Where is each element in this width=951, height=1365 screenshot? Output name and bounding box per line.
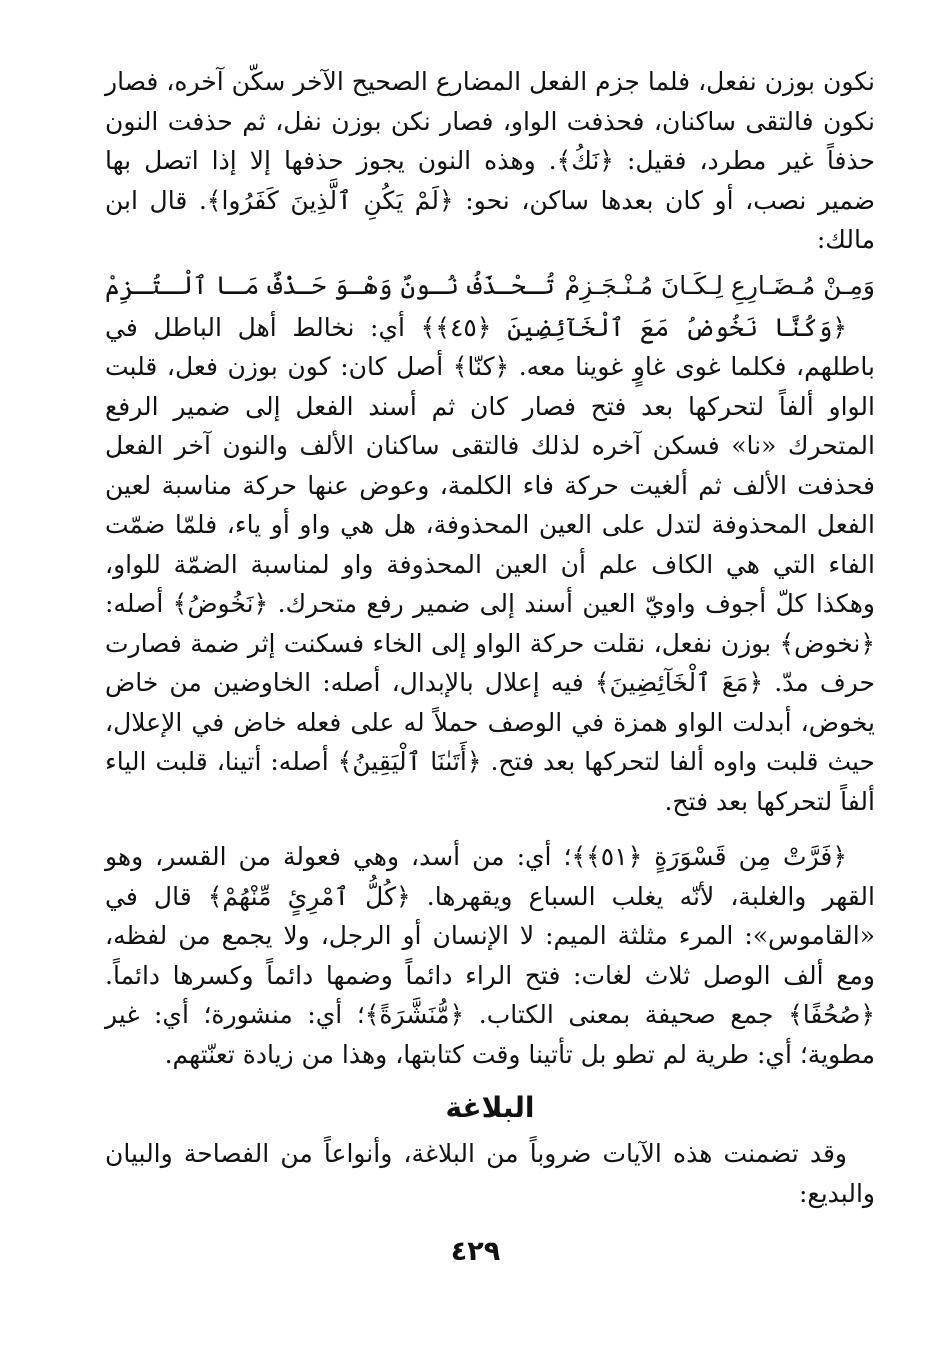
page-body: [105, 62, 875, 1213]
paragraph-nakun-explanation: نكون بوزن نفعل، فلما جزم الفعل المضارع الصحيح الآخر سكّن آخره، فصار نكون فالتقى ساكنان، فحذفت الواو، فصار نكن بوزن نفل، ثم حذفت النون حذفاً غير مطرد، فقيل: ﴿نَكُ﴾. وهذه النون يجوز حذفها إلا إذا اتصل بها ضمير نصب، أو كان بعدها ساكن، نحو: ﴿لَمْ يَكُنِ ٱلَّذِينَ كَفَرُوا﴾. قال ابن مالك:: [105, 67, 875, 254]
verse-first-hemistich: وَمِـنْ مُـضَـارِعِ لِـكَـانَ مُـنْـجَـزِمْ: [564, 270, 875, 300]
poetry-verse: [105, 264, 875, 308]
paragraph-spacer: [105, 821, 875, 837]
paragraph-qaswara: ﴿فَرَّتْ مِن قَسْوَرَةٍ ﴿٥١﴾﴾؛ أي: من أسد، وهي فعولة من القسر، وهو القهر والغلبة، لأنّه يغلب السباع ويقهرها. ﴿كُلُّ ٱمْرِئٍ مِّنْهُمْ﴾ قال في «القاموس»: المرء مثلثة الميم: لا الإنسان أو الرجل، ولا يجمع من لفظه، ومع ألف الوصل ثلاث لغات: فتح الراء دائماً وضمها دائماً وكسرها دائماً. ﴿صُحُفًا﴾ جمع صحيفة بمعنى الكتاب. ﴿مُّنَشَّرَةً﴾؛ أي: منشورة؛ أي: غير مطوية؛ أي: طرية لم تطو بل تأتينا وقت كتابتها، وهذا من زيادة تعنّتهم.: [105, 842, 875, 1069]
section-heading: البلاغة: [445, 1091, 535, 1124]
page-number: ٤٢٩: [450, 1236, 501, 1267]
paragraph-balagha-intro: وقد تضمنت هذه الآيات ضروباً من البلاغة، وأنواعاً من الفصاحة والبيان والبديع:: [105, 1139, 875, 1208]
verse-second-hemistich: تُـحْـذَفُ نُـونٌ وَهْـوَ حَـذْفٌ مَـا ٱلْـتُـزِمْ: [105, 270, 555, 300]
paragraph-kunna-nakhud: ﴿وَكُنَّا نَخُوضُ مَعَ ٱلْخَآئِضِينَ ﴿٤٥﴾﴾ أي: نخالط أهل الباطل في باطلهم، فكلما غوى غاوٍ غوينا معه. ﴿كنّا﴾ أصل كان: كون بوزن فعل، قلبت الواو ألفاً لتحركها بعد فتح فصار كان ثم أسند الفعل إلى ضمير الرفع المتحرك «نا» فسكن آخره لذلك فالتقى ساكنان الألف والنون آخر الفعل فحذفت الألف ثم ألغيت حركة فاء الكلمة، وعوض عنها حركة مناسبة لعين الفعل المحذوفة لتدل على العين المحذوفة، هل هي واو أو ياء، فلمّا ضمّت الفاء التي هي الكاف علم أن العين المحذوفة واو لمناسبة الضمّة للواو، وهكذا كلّ أجوف واويّ العين أسند إلى ضمير رفع متحرك. ﴿نَخُوضُ﴾ أصله: ﴿نخوض﴾ بوزن نفعل، نقلت حركة الواو إلى الخاء فسكنت إثر ضمة فصارت حرف مدّ. ﴿مَعَ ٱلْخَآئِضِينَ﴾ فيه إعلال بالإبدال، أصله: الخاوضين من خاض يخوض، أبدلت الواو همزة في الوصف حملاً له على فعله خاض في الإعلال، حيث قلبت واوه ألفا لتحركها بعد فتح. ﴿أَتَىٰنَا ٱلْيَقِينُ﴾ أصله: أتينا، قلبت الياء ألفاً لتحركها بعد فتح.: [105, 312, 875, 816]
